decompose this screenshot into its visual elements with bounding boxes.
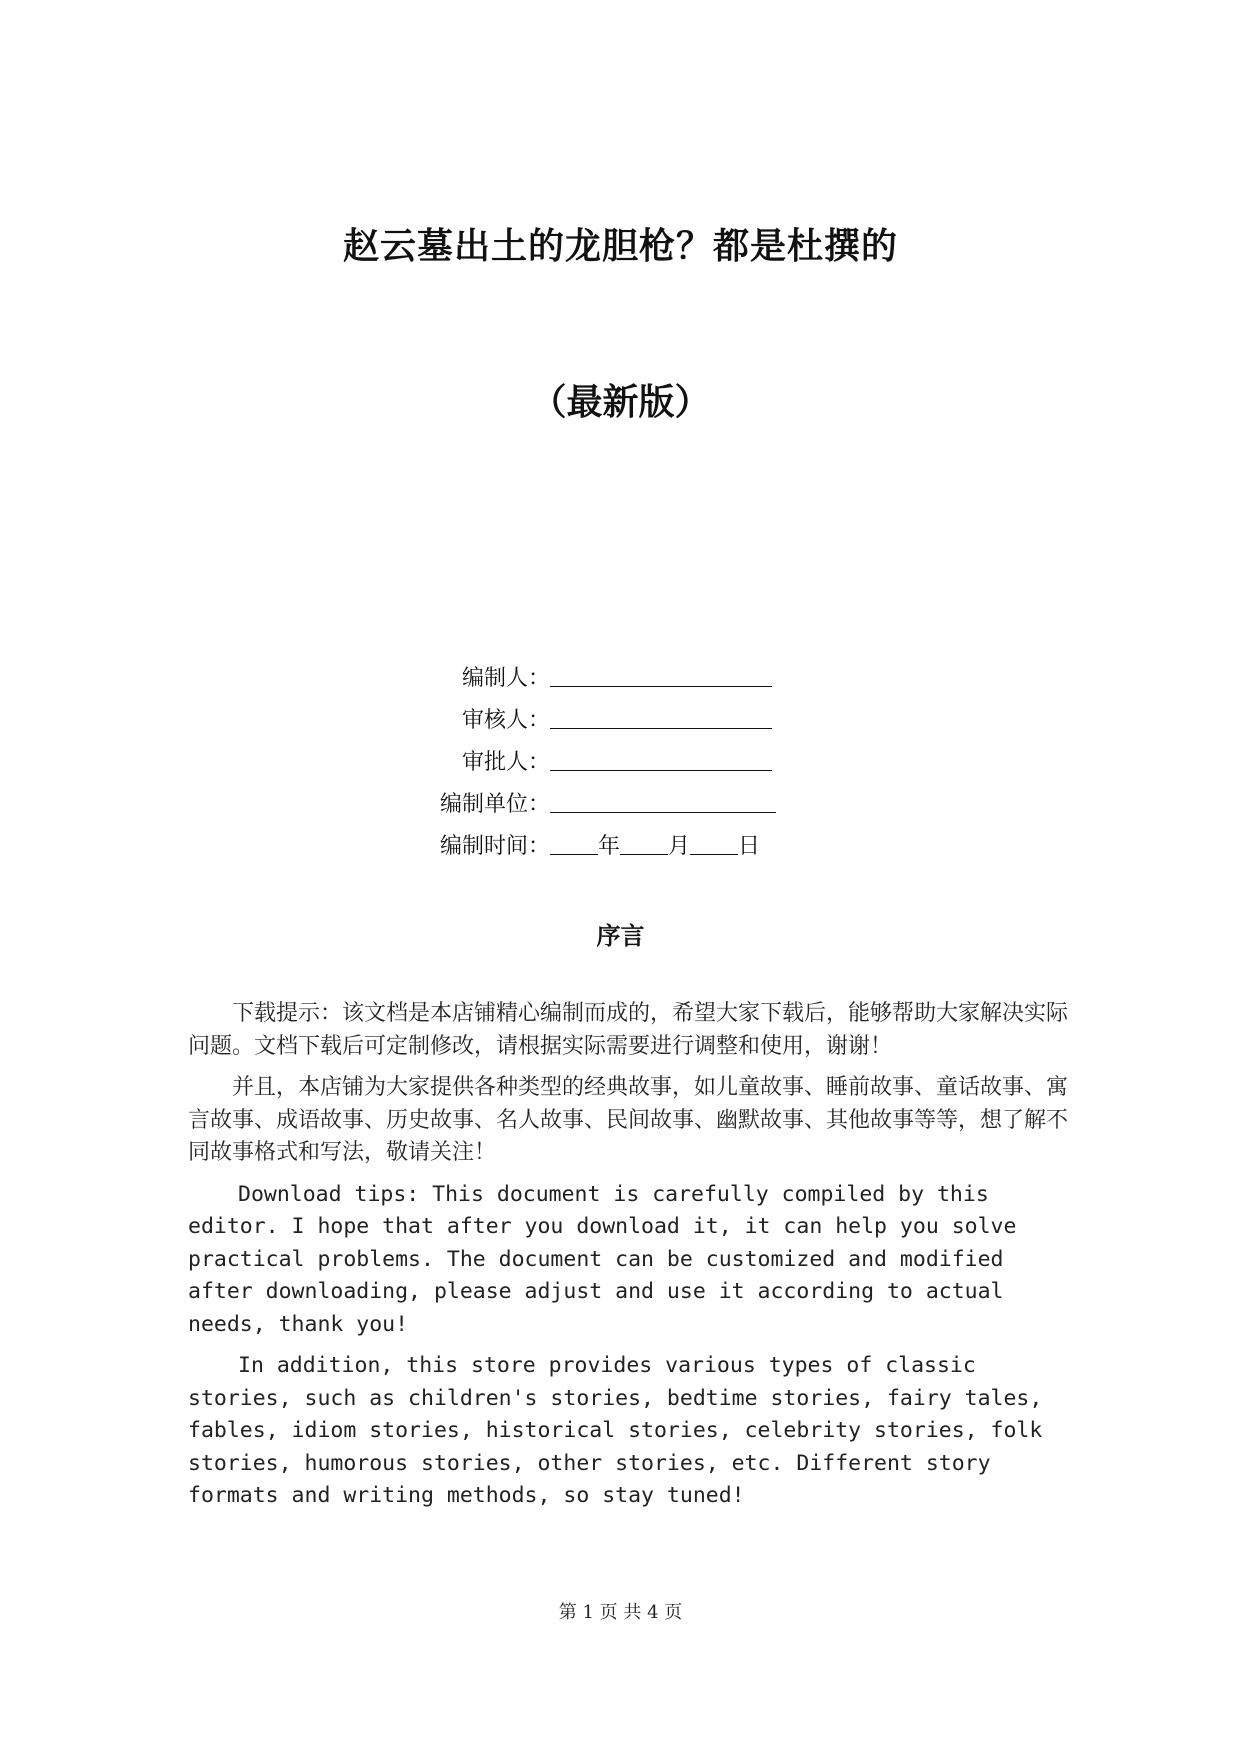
- reviewer-label: 审核人：: [462, 708, 551, 733]
- approval-block: [440, 658, 820, 868]
- approver-label: 审批人：: [462, 750, 551, 775]
- page-number-footer: 第 1 页 共 4 页: [558, 1602, 683, 1623]
- approver-row: [440, 742, 820, 784]
- editor-label: 编制人：: [462, 666, 551, 691]
- document-title: 赵云墓出土的龙胆枪？都是杜撰的: [342, 225, 898, 267]
- approver-blank-line: [550, 744, 772, 771]
- reviewer-row: [440, 700, 820, 742]
- reviewer-blank-line: [550, 702, 772, 729]
- time-label: 编制时间：: [440, 834, 551, 859]
- preface-paragraph-en-1: Download tips: This document is carefully compiled by this editor. I hope that after you download it, it can help you solve practical problems. The document can be customized and modified after downloading, please adjust and use it according to actual needs, thank you!: [188, 1181, 1017, 1337]
- day-suffix: 日: [738, 834, 761, 859]
- preface-body: [188, 998, 1068, 1522]
- preface-paragraph-en-2: In addition, this store provides various types of classic stories, such as children's stories, bedtime stories, fairy tales, fables, idiom stories, historical stories, celebrity stories, folk stories, humorous stories, other stories, etc. Different story formats and writing methods, so stay tuned!: [188, 1353, 1043, 1508]
- preface-paragraph-cn-1: 下载提示：该文档是本店铺精心编制而成的，希望大家下载后，能够帮助大家解决实际问题。文档下载后可定制修改，请根据实际需要进行调整和使用，谢谢！: [188, 1001, 1069, 1059]
- month-suffix: 月: [668, 834, 691, 859]
- year-suffix: 年: [598, 834, 621, 859]
- day-blank-line: [690, 828, 738, 855]
- editor-blank-line: [550, 660, 772, 687]
- editor-row: [440, 658, 820, 700]
- month-blank-line: [620, 828, 668, 855]
- unit-row: [440, 784, 820, 826]
- preface-heading: 序言: [596, 921, 645, 950]
- unit-label: 编制单位：: [440, 792, 551, 817]
- unit-blank-line: [550, 786, 776, 813]
- year-blank-line: [550, 828, 598, 855]
- time-row: [440, 826, 820, 868]
- preface-paragraph-cn-2: 并且，本店铺为大家提供各种类型的经典故事，如儿童故事、睡前故事、童话故事、寓言故事、成语故事、历史故事、名人故事、民间故事、幽默故事、其他故事等等，想了解不同故事格式和写法，敬请关注！: [188, 1075, 1069, 1165]
- document-subtitle: （最新版）: [530, 381, 711, 423]
